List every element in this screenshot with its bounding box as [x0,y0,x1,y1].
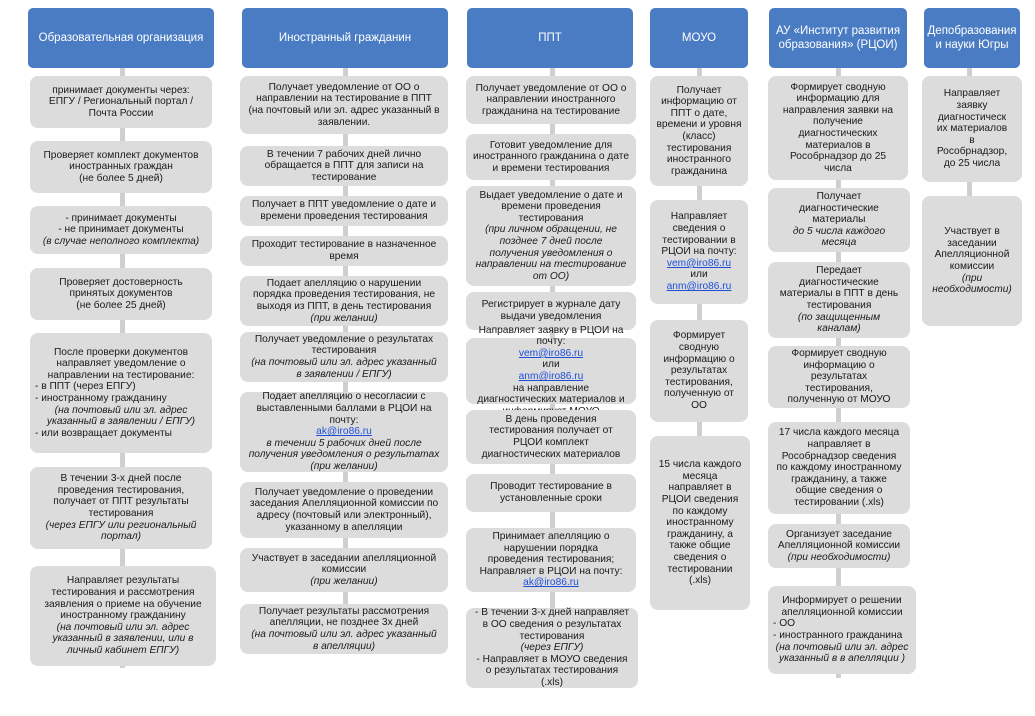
dep-step-2: Участвует в заседании Апелляционной комиссии (при необходимости) [922,196,1022,326]
ppt-appeal-email-link[interactable]: ak@iro86.ru [523,577,579,589]
ppt-step-9: - В течении 3-х дней направляет в ОО сведения о результатах тестирования (через ЕПГУ) - Направляет в МОУО сведения о результатах тестирования (.xls) [466,608,638,688]
oo-step-5: После проверки документов направляет уведомление о направлении на тестирование: - в ППТ (через ЕПГУ) - иностранному гражданину (на почтовый или эл. адрес указанный в заявлении / ЕПГУ) - или возвращает документы [30,333,212,453]
rcoi-step-3: Передает диагностические материалы в ППТ в день тестирования (по защищенным каналам) [768,262,910,338]
ig-step-2: В течении 7 рабочих дней лично обращается в ППТ для записи на тестирование [240,146,448,186]
oo-step-1: принимает документы через: ЕПГУ / Региональный портал / Почта России [30,76,212,128]
ig-step-6: Получает уведомление о результатах тестирования (на почтовый или эл. адрес указанный в заявлении / ЕПГУ) [240,332,448,382]
mouo-step-3: Формирует сводную информацию о результатах тестирования, полученную от ОО [650,320,748,422]
header-rcoi: АУ «Институт развития образования» (РЦОИ) [769,8,907,68]
oo-step-6: В течении 3-х дней после проведения тестирования, получает от ППТ результаты тестирования (через ЕПГУ или региональный портал) [30,467,212,549]
ig-step-5: Подает апелляцию о нарушении порядка проведения тестирования, не выходя из ППТ, в день тестирования (при желании) [240,276,448,326]
rcoi-step-7: Информирует о решении апелляционной комиссии - ОО - иностранного гражданина (на почтовый или эл. адрес указанный в в апелляции ) [768,586,916,674]
dep-step-1: Направляет заявку диагностическ их материалов в Рособрнадзор, до 25 числа [922,76,1022,182]
ig-step-4: Проходит тестирование в назначенное время [240,236,448,266]
ig-step-9: Участвует в заседании апелляционной комиссии (при желании) [240,548,448,592]
vem-email-link[interactable]: vem@iro86.ru [518,347,584,359]
rcoi-step-5: 17 числа каждого месяца направляет в Рособрнадзор сведения по каждому иностранному гражданину, а также общие сведения о тестировании (.xls) [768,422,910,514]
oo-step-3: - принимает документы - не принимает документы (в случае неполного комплекта) [30,206,212,254]
ppt-step-7: Проводит тестирование в установленные сроки [466,474,636,512]
ppt-step-1: Получает уведомление от ОО о направлении иностранного гражданина на тестирование [466,76,636,124]
ig-step-7: Подает апелляцию о несогласии с выставленными баллами в РЦОИ на почту: ak@iro86.ru в течении 5 рабочих дней после получения уведомления о результатах (при желании) [240,392,448,472]
header-dep: Депобразования и науки Югры [924,8,1020,68]
ig-step-3: Получает в ППТ уведомление о дате и времени проведения тестирования [240,196,448,226]
rcoi-step-4: Формирует сводную информацию о результатах тестирования, полученную от МОУО [768,346,910,408]
oo-step-2: Проверяет комплект документов иностранных граждан (не более 5 дней) [30,141,212,193]
ig-step-1: Получает уведомление от ОО о направлении на тестирование в ППТ (на почтовый или эл. адрес указанный в заявлении. [240,76,448,134]
ppt-step-3: Выдает уведомление о дате и времени проведения тестирования (при личном обращении, не позднее 7 дней после получения уведомления о направлении на тестирование от ОО) [466,186,636,286]
rcoi-step-6: Организует заседание Апелляционной комиссии (при необходимости) [768,524,910,568]
anm-email-link[interactable]: anm@iro86.ru [518,371,584,382]
ppt-step-4: Регистрирует в журнале дату выдачи уведомления [466,292,636,330]
header-ig: Иностранный гражданин [242,8,448,68]
header-mouo: МОУО [650,8,748,68]
ppt-step-6: В день проведения тестирования получает от РЦОИ комплект диагностических материалов [466,410,636,464]
appeal-email-link[interactable]: ak@iro86.ru [316,426,372,438]
mouo-anm-email-link[interactable]: anm@iro86.ru [666,280,732,292]
mouo-vem-email-link[interactable]: vem@iro86.ru [666,257,732,269]
ppt-step-5: Направляет заявку в РЦОИ на почту: vem@iro86.ru или anm@iro86.ru на направление диагностических материалов и [466,338,636,404]
mouo-step-4: 15 числа каждого месяца направляет в РЦОИ сведения по каждому иностранному гражданину, а также общие сведения о тестировании (.xls) [650,436,750,610]
header-ppt: ППТ [467,8,633,68]
ppt-step-8: Принимает апелляцию о нарушении порядка проведения тестирования; Направляет в РЦОИ на почту: ak@iro86.ru [466,528,636,592]
oo-step-7: Направляет результаты тестирования и рассмотрения заявления о приеме на обучение иностранному гражданину (на почтовый или эл. адрес указанный в заявлении, или в личный кабинет ЕПГУ) [30,566,216,666]
ig-step-8: Получает уведомление о проведении заседания Апелляционной комиссии по адресу (почтовый или электронный), указанному в апелляции [240,482,448,538]
mouo-step-2: Направляет сведения о тестировании в РЦОИ на почту: vem@iro86.ru или anm@iro86.ru [650,200,748,304]
rcoi-step-2: Получает диагностические материалы до 5 числа каждого месяца [768,188,910,252]
mouo-step-1: Получает информацию от ППТ о дате, времени и уровня (класс) тестирования иностранного гражданина [650,76,748,186]
header-oo: Образовательная организация [28,8,214,68]
ppt-step-2: Готовит уведомление для иностранного гражданина о дате и времени тестирования [466,134,636,180]
rcoi-step-1: Формирует сводную информацию для направления заявки на получение диагностических материалов в Рособрнадзор до 25 числа [768,76,908,180]
oo-step-4: Проверяет достоверность принятых документов (не более 25 дней) [30,268,212,320]
ig-step-10: Получает результаты рассмотрения апелляции, не позднее 3х дней (на почтовый или эл. адрес указанный в апелляции) [240,604,448,654]
